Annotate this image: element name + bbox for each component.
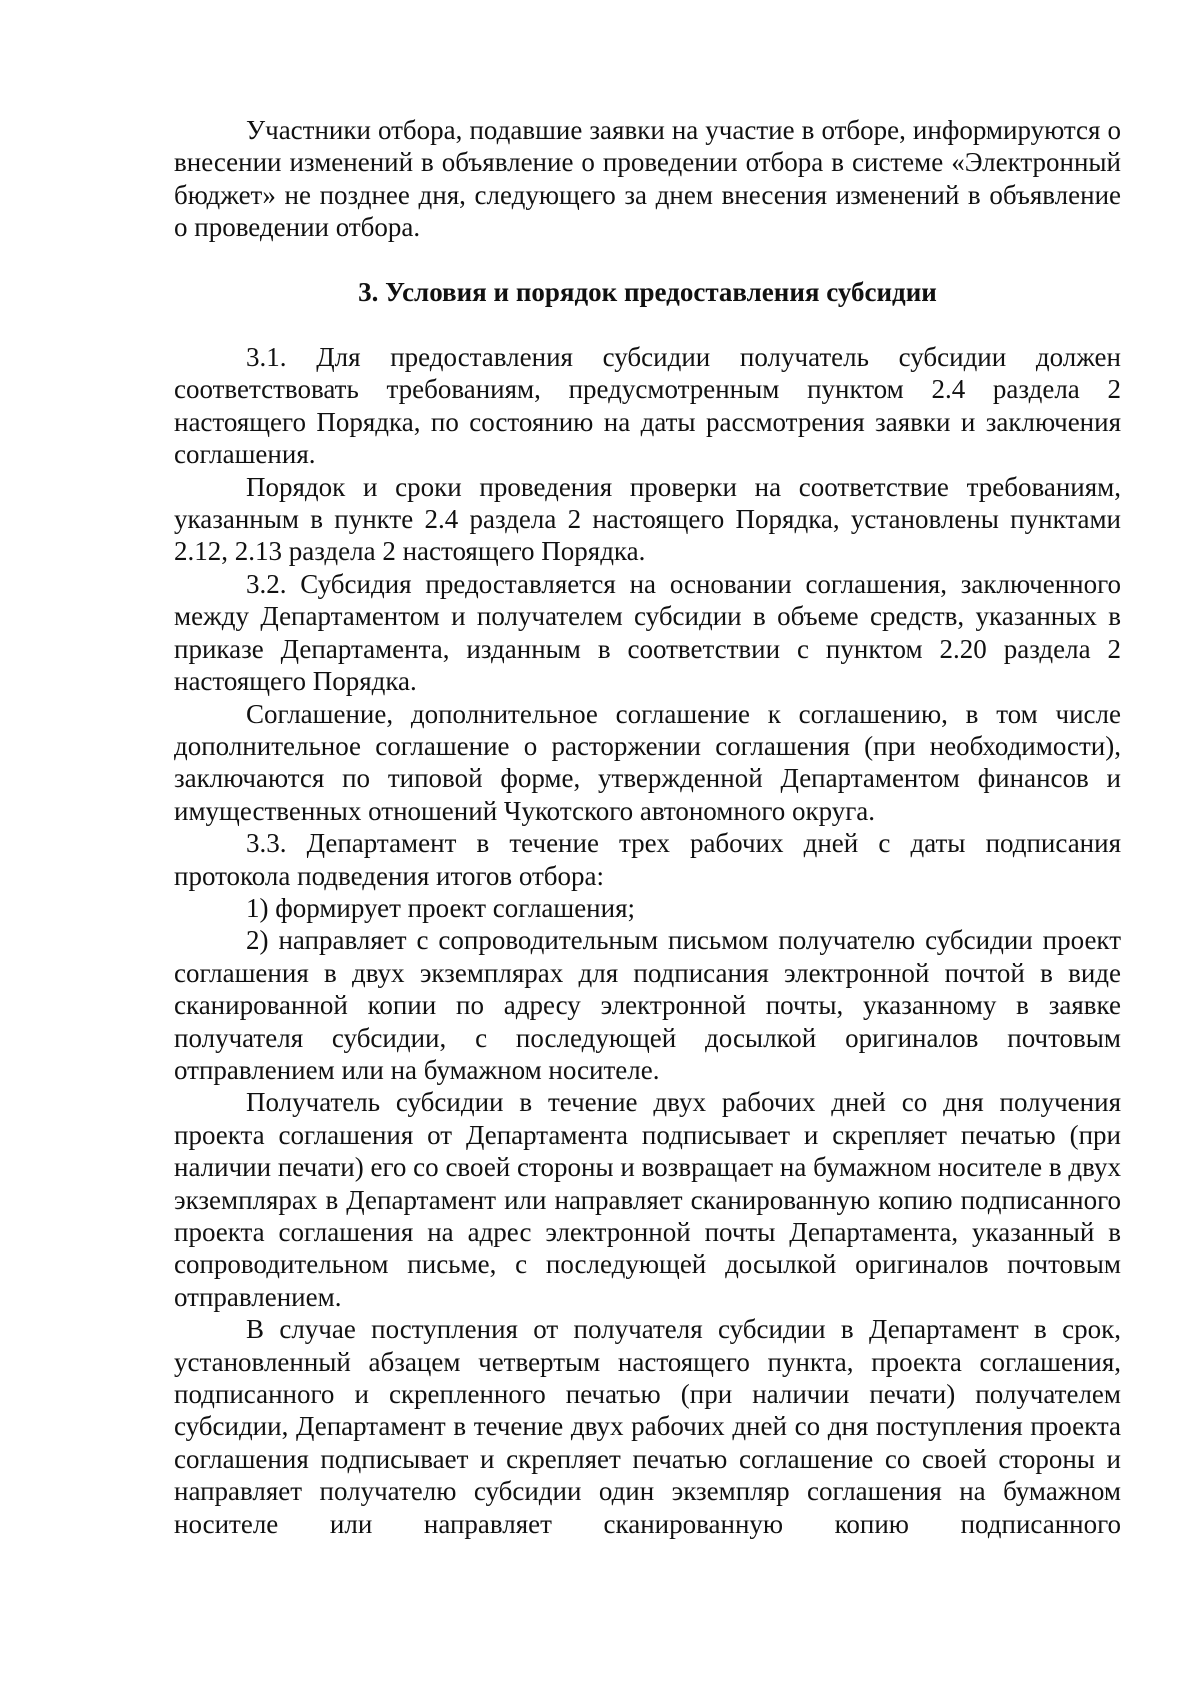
list-item-2: 2) направляет с сопроводительным письмом получателю субсидии проект соглашения в двух экземплярах для подписания электронной почтой в виде сканированной копии по адресу электронной почты, указанному в заявке получателя субсидии, с последующей досылкой оригиналов почтовым отправлением или на бумажном носителе. [174,925,1121,1085]
paragraph-participants-notice: Участники отбора, подавшие заявки на участие в отборе, информируются о внесении изменений в объявление о проведении отбора в системе «Электронный бюджет» не позднее дня, следующего за днем внесения изменений в объявление о проведении отбора. [174,115,1121,243]
document-body [174,114,1121,1540]
paragraph-3-3: 3.3. Департамент в течение трех рабочих дней с даты подписания протокола подведения итогов отбора: [174,828,1121,891]
paragraph-3-1: 3.1. Для предоставления субсидии получатель субсидии должен соответствовать требованиям, предусмотренным пунктом 2.4 раздела 2 настоящего Порядка, по состоянию на даты рассмотрения заявки и заключения соглашения. [174,342,1121,470]
paragraph-verification-procedure: Порядок и сроки проведения проверки на соответствие требованиям, указанным в пункте 2.4 раздела 2 настоящего Порядка, установлены пунктами 2.12, 2.13 раздела 2 настоящего Порядка. [174,471,1121,567]
paragraph-3-2: 3.2. Субсидия предоставляется на основании соглашения, заключенного между Департаментом и получателем субсидии в объеме средств, указанных в приказе Департамента, изданным в соответствии с пунктом 2.20 раздела 2 настоящего Порядка. [174,568,1121,697]
list-item-1: 1) формирует проект соглашения; [246,892,635,923]
paragraph-recipient-signing: Получатель субсидии в течение двух рабочих дней со дня получения проекта соглашения от Департамента подписывает и скрепляет печатью (при наличии печати) его со своей стороны и возвращает на бумажном носителе в двух экземплярах в Департамент или направляет сканированную копию подписанного проекта соглашения на адрес электронной почты Департамента, указанный в сопроводительном письме, с последующей досылкой оригиналов почтовым отправлением. [174,1087,1121,1312]
paragraph-department-signing: В случае поступления от получателя субсидии в Департамент в срок, установленный абзацем четвертым настоящего пункта, проекта соглашения, подписанного и скрепленного печатью (при наличии печати) получателем субсидии, Департамент в течение двух рабочих дней со дня поступления проекта соглашения подписывает и скрепляет печатью соглашение со своей стороны и направляет получателю субсидии один экземпляр соглашения на бумажном носителе или направляет сканированную копию подписанного [174,1314,1121,1539]
paragraph-agreement-form: Соглашение, дополнительное соглашение к соглашению, в том числе дополнительное соглашение о расторжении соглашения (при необходимости), заключаются по типовой форме, утвержденной Департаментом финансов и имущественных отношений Чукотского автономного округа. [174,698,1121,826]
section-heading: 3. Условия и порядок предоставления субсидии [358,276,937,307]
